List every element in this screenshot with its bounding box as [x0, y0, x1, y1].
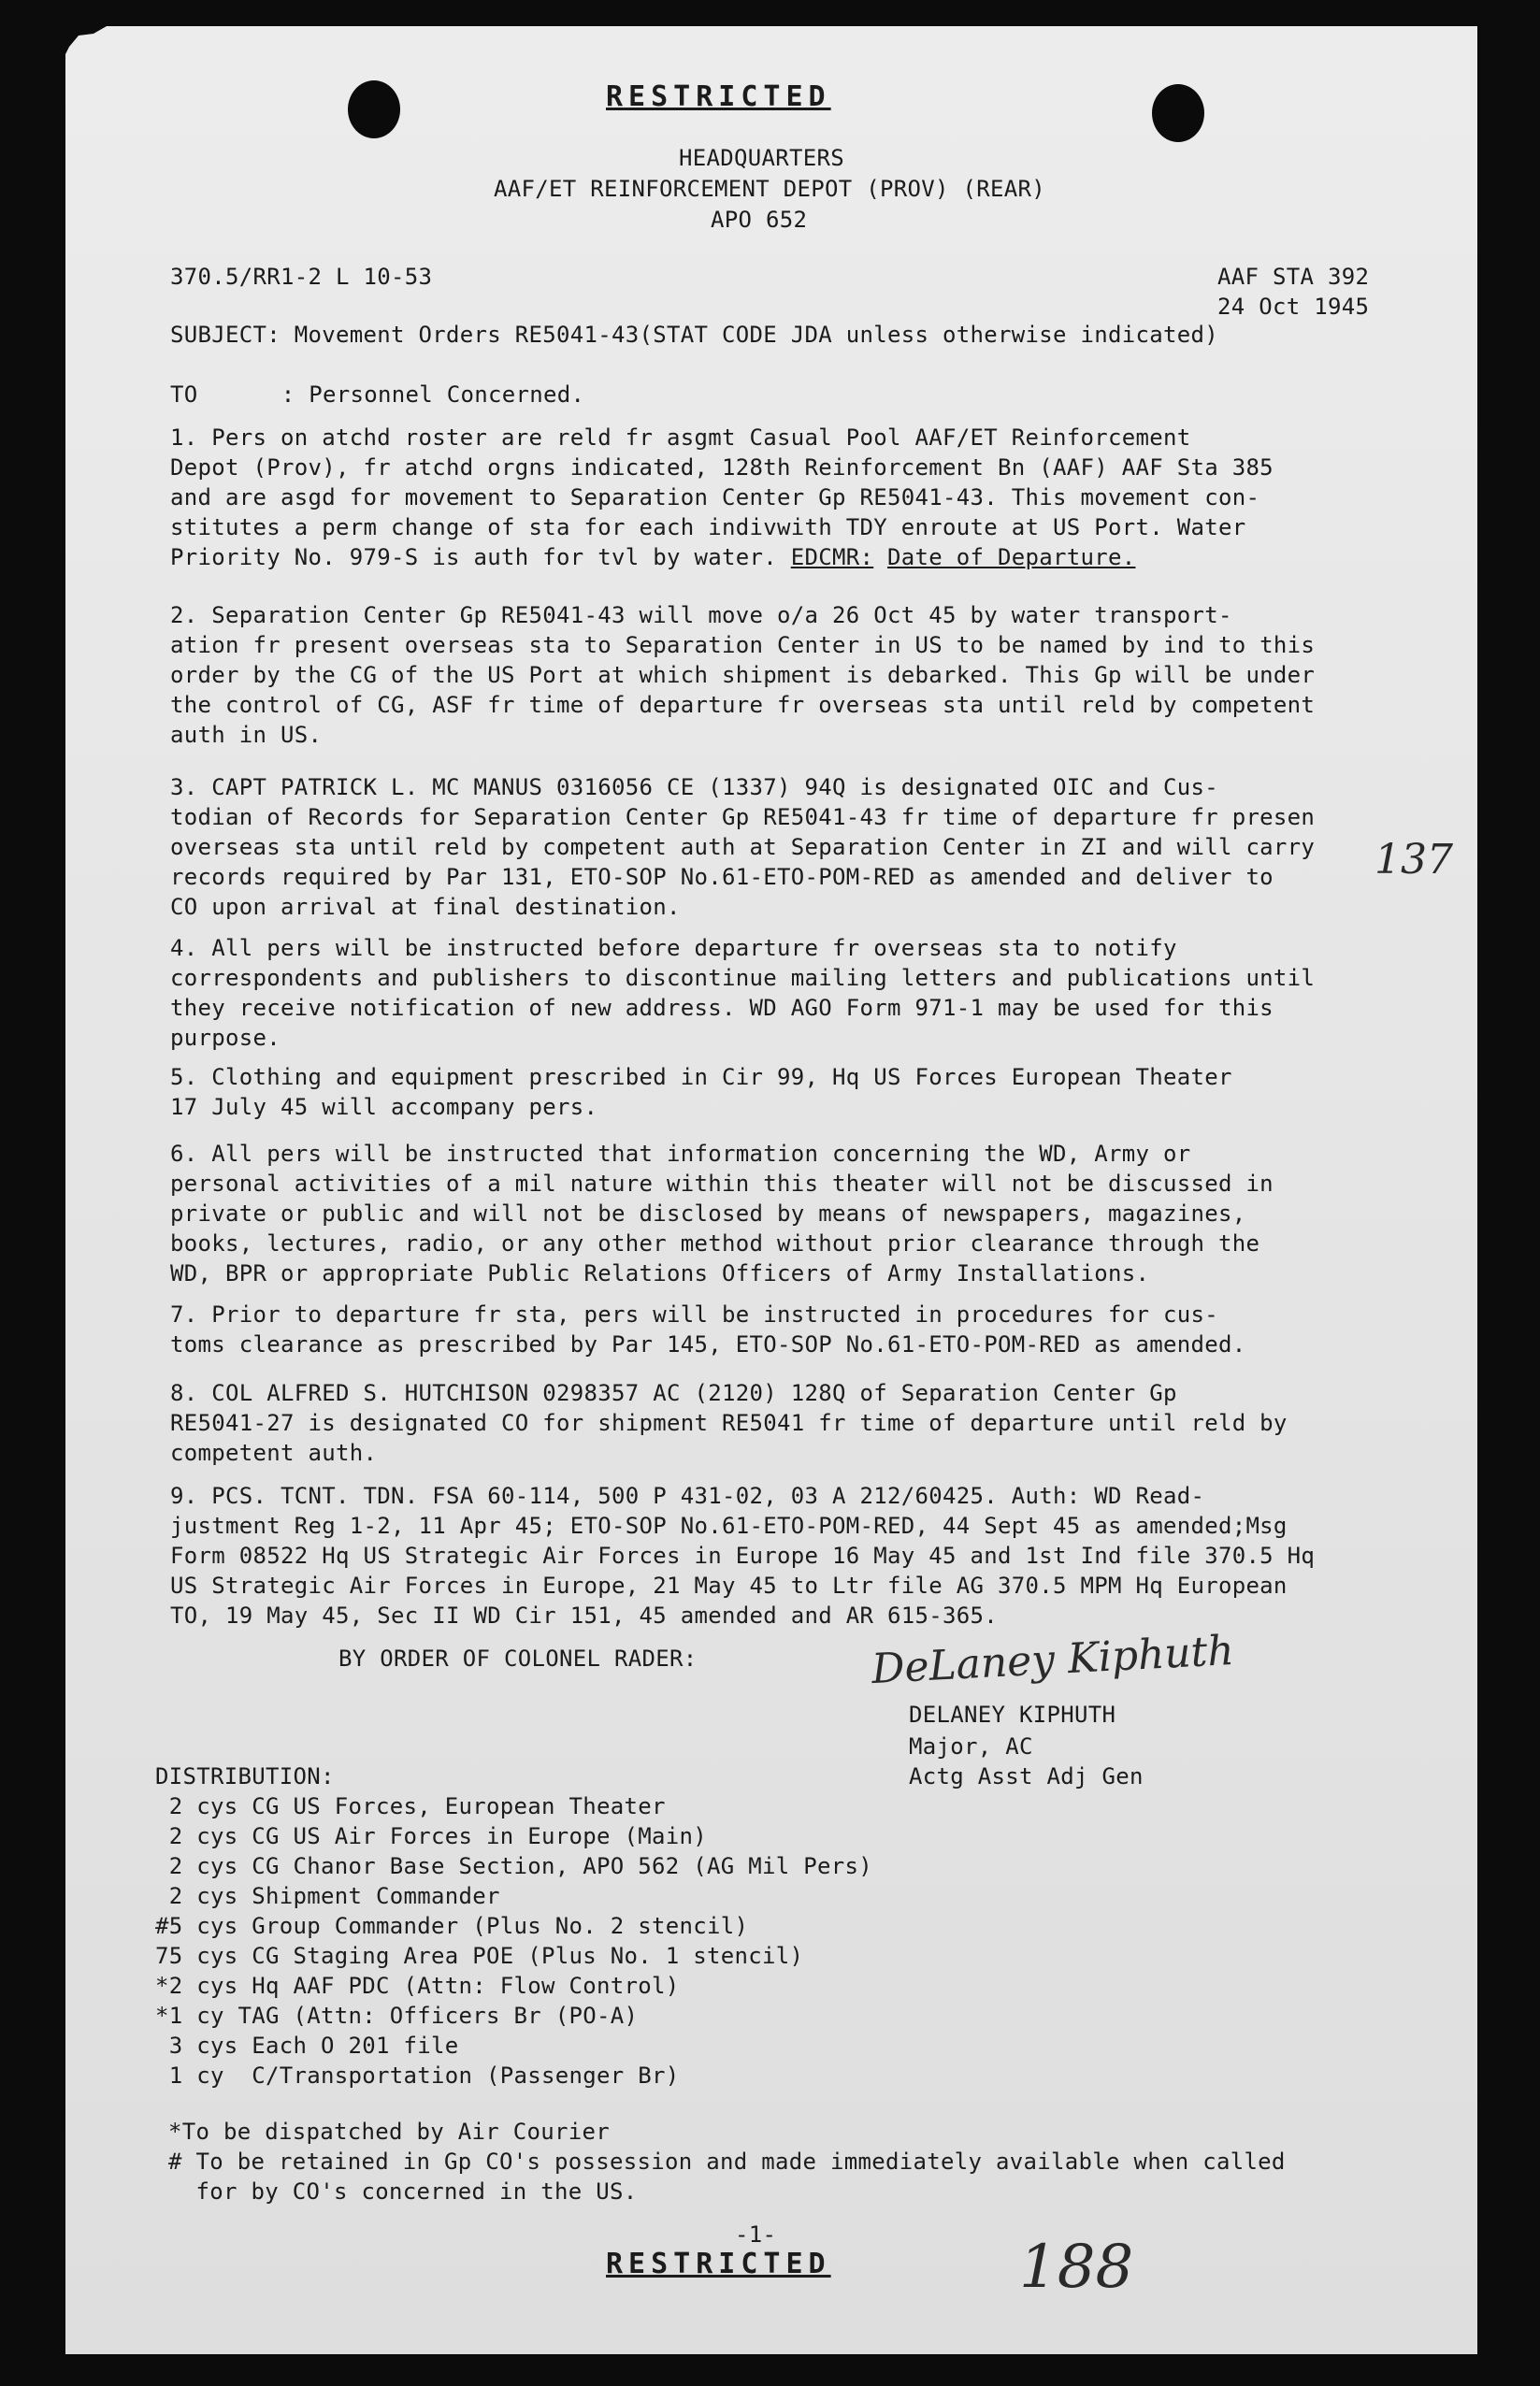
restricted-banner-top: RESTRICTED [606, 80, 831, 113]
station: AAF STA 392 [1217, 264, 1370, 290]
paragraph-line: 2. Separation Center Gp RE5041-43 will move o/a 26 Oct 45 by water transport- [170, 602, 1232, 628]
paragraph-line: todian of Records for Separation Center Gp RE5041-43 fr time of departure fr presen [170, 804, 1316, 830]
paragraph-line: RE5041-27 is designated CO for shipment RE5041 fr time of departure until reld by [170, 1410, 1288, 1436]
paragraph-line: toms clearance as prescribed by Par 145, ETO-SOP No.61-ETO-POM-RED as amended. [170, 1331, 1246, 1358]
paragraph-line: order by the CG of the US Port at which shipment is debarked. This Gp will be under [170, 662, 1316, 688]
paragraph-line: US Strategic Air Forces in Europe, 21 May 45 to Ltr file AG 370.5 MPM Hq European [170, 1573, 1288, 1599]
footnote: *To be dispatched by Air Courier [168, 2119, 610, 2145]
subject-text: Movement Orders RE5041-43(STAT CODE JDA unless otherwise indicated) [294, 322, 1218, 348]
paragraph-line: and are asgd for movement to Separation Center Gp RE5041-43. This movement con- [170, 484, 1260, 510]
document-page [65, 26, 1477, 2354]
to-label: TO [170, 381, 198, 408]
restricted-banner-bottom: RESTRICTED [606, 2248, 831, 2280]
paragraph-line: auth in US. [170, 722, 323, 748]
unit-heading: AAF/ET REINFORCEMENT DEPOT (PROV) (REAR) [494, 176, 1045, 202]
paragraph-line: WD, BPR or appropriate Public Relations Officers of Army Installations. [170, 1260, 1150, 1286]
paragraph-line: 4. All pers will be instructed before departure fr overseas sta to notify [170, 935, 1177, 961]
signer-name: DELANEY KIPHUTH [909, 1702, 1116, 1728]
paragraph-line: stitutes a perm change of sta for each indivwith TDY enroute at US Port. Water [170, 514, 1246, 540]
apo-heading: APO 652 [711, 207, 808, 233]
paragraph-5 [170, 1062, 1232, 1122]
paragraph-line: TO, 19 May 45, Sec II WD Cir 151, 45 amended and AR 615-365. [170, 1603, 998, 1629]
distribution-item: #5 cys Group Commander (Plus No. 2 stencil) [155, 1913, 749, 1939]
order-date: 24 Oct 1945 [1217, 294, 1370, 320]
paragraph-4 [170, 933, 1315, 1053]
paragraph-line: CO upon arrival at final destination. [170, 894, 681, 920]
file-number: 370.5/RR1-2 L 10-53 [170, 264, 433, 290]
paragraph-line: Depot (Prov), fr atchd orgns indicated, 128th Reinforcement Bn (AAF) AAF Sta 385 [170, 454, 1274, 481]
paragraph-7 [170, 1300, 1245, 1359]
distribution-item: 2 cys CG US Air Forces in Europe (Main) [155, 1823, 707, 1849]
page-number: -1- [735, 2221, 777, 2248]
footnote: # To be retained in Gp CO's possession and made immediately available when called [168, 2149, 1286, 2175]
paragraph-line: the control of CG, ASF fr time of departure fr overseas sta until reld by competent [170, 692, 1316, 718]
paragraph-3 [170, 772, 1315, 922]
to-line [170, 380, 584, 410]
distribution-item: 1 cy C/Transportation (Passenger Br) [155, 2063, 680, 2089]
paragraph-line: 9. PCS. TCNT. TDN. FSA 60-114, 500 P 431-02, 03 A 212/60425. Auth: WD Read- [170, 1483, 1205, 1509]
paragraph-line: correspondents and publishers to discontinue mailing letters and publications until [170, 965, 1316, 991]
distribution-list [155, 1791, 872, 2091]
paragraph-9 [170, 1481, 1315, 1631]
distribution-item: 75 cys CG Staging Area POE (Plus No. 1 stencil) [155, 1943, 804, 1969]
paragraph-line [170, 542, 1274, 572]
distribution-item: 3 cys Each O 201 file [155, 2033, 459, 2059]
paragraph-line: 1. Pers on atchd roster are reld fr asgmt Casual Pool AAF/ET Reinforcement [170, 424, 1191, 451]
distribution-item: 2 cys CG Chanor Base Section, APO 562 (AG Mil Pers) [155, 1853, 872, 1879]
distribution-label: DISTRIBUTION: [155, 1763, 335, 1790]
paragraph-line: competent auth. [170, 1440, 378, 1466]
paragraph-line: records required by Par 131, ETO-SOP No.61-ETO-POM-RED as amended and deliver to [170, 864, 1274, 890]
distribution-item: 2 cys CG US Forces, European Theater [155, 1793, 666, 1819]
paragraph-line: they receive notification of new address. WD AGO Form 971-1 may be used for this [170, 995, 1274, 1021]
signer-title: Actg Asst Adj Gen [909, 1763, 1144, 1790]
paragraph-line: 17 July 45 will accompany pers. [170, 1094, 598, 1120]
paragraph-8 [170, 1378, 1288, 1468]
paragraph-6 [170, 1139, 1274, 1288]
paragraph-line: 3. CAPT PATRICK L. MC MANUS 0316056 CE (1337) 94Q is designated OIC and Cus- [170, 774, 1218, 800]
paragraph-line: ation fr present overseas sta to Separation Center in US to be named by ind to this [170, 632, 1316, 658]
paragraph-1 [170, 423, 1274, 572]
distribution-item: *1 cy TAG (Attn: Officers Br (PO-A) [155, 2003, 639, 2029]
paragraph-line: justment Reg 1-2, 11 Apr 45; ETO-SOP No.61-ETO-POM-RED, 44 Sept 45 as amended;Msg [170, 1513, 1288, 1539]
edcmr-label: EDCMR: [790, 544, 874, 570]
paragraph-line: 7. Prior to departure fr sta, pers will be instructed in procedures for cus- [170, 1301, 1218, 1328]
paragraph-2 [170, 600, 1315, 750]
paragraph-line: 8. COL ALFRED S. HUTCHISON 0298357 AC (2120) 128Q of Separation Center Gp [170, 1380, 1177, 1406]
order-by: BY ORDER OF COLONEL RADER: [338, 1646, 698, 1672]
paragraph-line: 6. All pers will be instructed that information concerning the WD, Army or [170, 1141, 1191, 1167]
signer-rank: Major, AC [909, 1733, 1033, 1760]
punch-hole-left [348, 80, 400, 138]
paragraph-line: Form 08522 Hq US Strategic Air Forces in Europe 16 May 45 and 1st Ind file 370.5 Hq [170, 1543, 1316, 1569]
distribution-item: *2 cys Hq AAF PDC (Attn: Flow Control) [155, 1973, 680, 1999]
subject-line [170, 320, 1218, 350]
signature-script: DeLaney Kiphuth [870, 1626, 1235, 1694]
to-text: : Personnel Concerned. [281, 381, 585, 408]
paragraph-line: private or public and will not be disclosed by means of newspapers, magazines, [170, 1200, 1246, 1227]
footnote: for by CO's concerned in the US. [168, 2178, 638, 2205]
paragraph-line: books, lectures, radio, or any other method without prior clearance through the [170, 1230, 1260, 1257]
handwritten-bottom-number: 188 [1019, 2233, 1134, 2302]
paragraph-line: personal activities of a mil nature within this theater will not be discussed in [170, 1171, 1274, 1197]
paragraph-line-text: Priority No. 979-S is auth for tvl by water. [170, 544, 777, 570]
handwritten-margin-number: 137 [1374, 836, 1453, 884]
paragraph-line: overseas sta until reld by competent auth at Separation Center in ZI and will carry [170, 834, 1316, 860]
torn-corner [65, 26, 107, 69]
edcmr-value: Date of Departure. [886, 544, 1136, 570]
distribution-item: 2 cys Shipment Commander [155, 1883, 500, 1909]
footnotes [168, 2117, 1286, 2206]
headquarters-heading: HEADQUARTERS [679, 145, 844, 171]
paragraph-line: purpose. [170, 1025, 281, 1051]
paragraph-line: 5. Clothing and equipment prescribed in Cir 99, Hq US Forces European Theater [170, 1064, 1232, 1090]
punch-hole-right [1152, 84, 1204, 142]
subject-label: SUBJECT: [170, 322, 281, 348]
